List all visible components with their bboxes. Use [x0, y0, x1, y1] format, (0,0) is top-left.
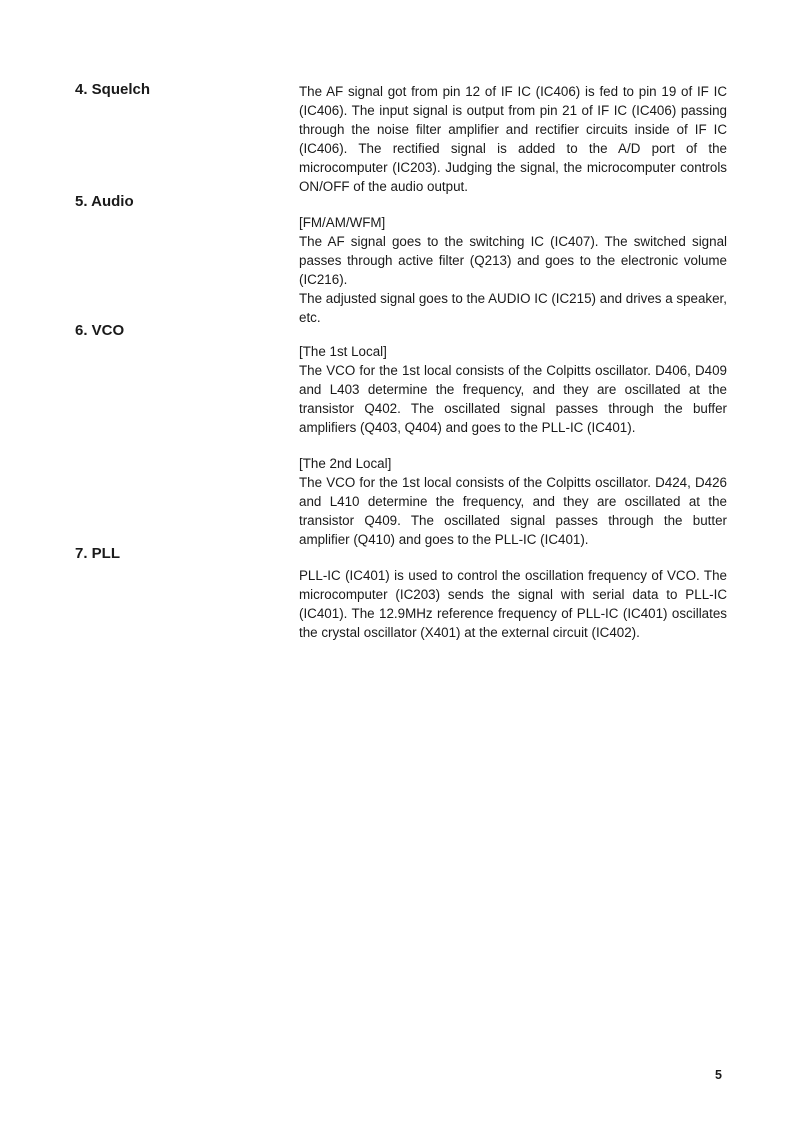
- section-body-pll: [299, 566, 727, 642]
- vco-second-local-text: The VCO for the 1st local consists of the Colpitts oscillator. D424, D426 and L410 determine the frequency, and they are oscillated at the transistor Q409. The oscillated signal passes through the butter amplifier (Q410) and goes to the PLL-IC (IC401).: [299, 475, 727, 547]
- audio-paragraph-switching: The AF signal goes to the switching IC (IC407). The switched signal passes through active filter (Q213) and goes to the electronic volume (IC216).: [299, 234, 727, 287]
- section-heading-pll: 7. PLL: [75, 545, 121, 562]
- section-heading-audio: 5. Audio: [75, 193, 134, 210]
- section-heading-squelch: 4. Squelch: [75, 81, 151, 98]
- audio-mode-label: [FM/AM/WFM]: [299, 215, 386, 230]
- page-number: 5: [715, 1068, 722, 1082]
- squelch-paragraph: The AF signal got from pin 12 of IF IC (IC406) is fed to pin 19 of IF IC (IC406). The input signal is output from pin 21 of IF IC (IC406) passing through the noise filter amplifier and rectifier circuits inside of IF IC (IC406). The rectified signal is added to the A/D port of the microcomputer (IC203). Judging the signal, the microcomputer controls ON/OFF of the audio output.: [299, 84, 727, 194]
- vco-second-local-title: [The 2nd Local]: [299, 456, 392, 471]
- section-body-audio: [299, 213, 727, 327]
- section-body-vco-first-local: [299, 342, 727, 437]
- audio-paragraph-amplifier: The adjusted signal goes to the AUDIO IC (IC215) and drives a speaker, etc.: [299, 291, 727, 325]
- section-body-vco-second-local: [299, 454, 727, 549]
- vco-first-local-text: The VCO for the 1st local consists of the Colpitts oscillator. D406, D409 and L403 determine the frequency, and they are oscillated at the transistor Q402. The oscillated signal passes through the buffer amplifiers (Q403, Q404) and goes to the PLL-IC (IC401).: [299, 363, 727, 435]
- vco-first-local-title: [The 1st Local]: [299, 344, 387, 359]
- pll-paragraph: PLL-IC (IC401) is used to control the oscillation frequency of VCO. The microcomputer (IC203) sends the signal with serial data to PLL-IC (IC401). The 12.9MHz reference frequency of PLL-IC (IC401) oscillates the crystal oscillator (X401) at the external circuit (IC402).: [299, 568, 727, 640]
- section-body-squelch: [299, 82, 727, 196]
- section-heading-vco: 6. VCO: [75, 322, 125, 339]
